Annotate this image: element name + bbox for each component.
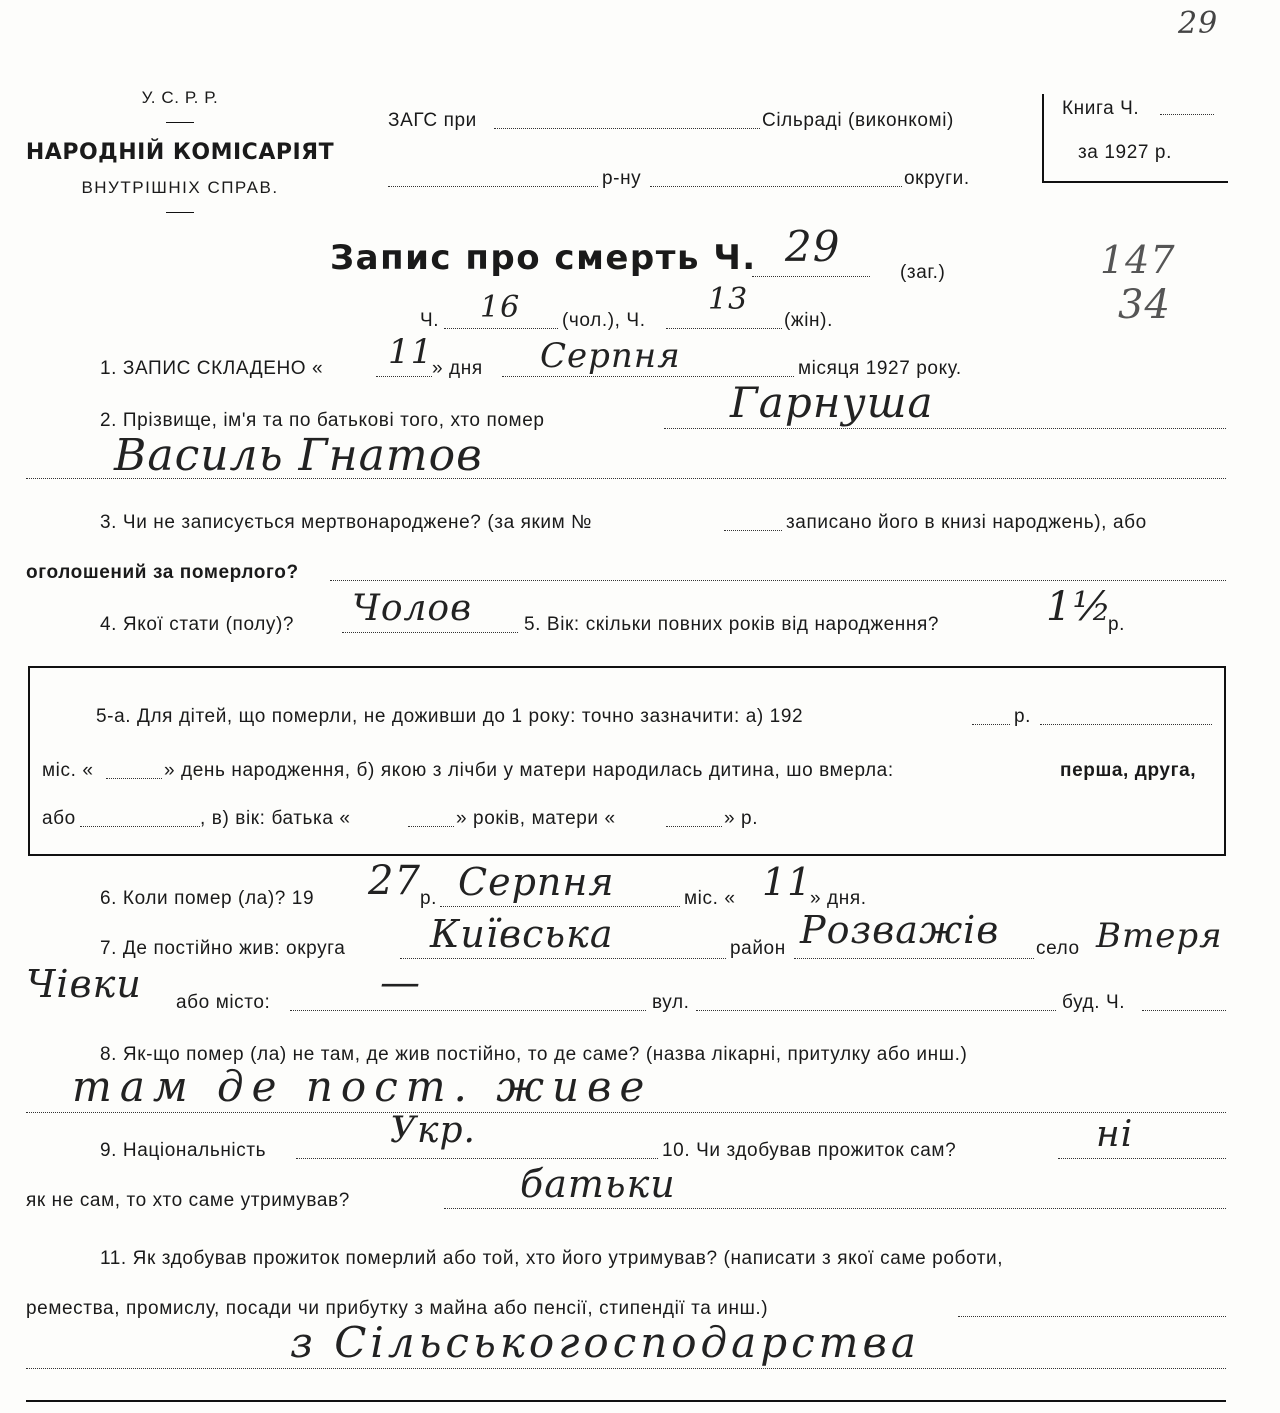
state-name: У. С. Р. Р.	[141, 88, 219, 107]
field-1-month: Серпня	[540, 336, 681, 376]
field-10b-value: батьки	[520, 1162, 676, 1206]
field-7-okrug: Київська	[430, 912, 614, 956]
okrug-line	[650, 186, 902, 187]
book-year: за 1927 р.	[1078, 142, 1172, 163]
field-6-label: 6. Коли помер (ла)? 19	[100, 888, 315, 909]
field-7-bud: буд. Ч.	[1062, 992, 1126, 1013]
field-7-vul-line	[696, 1010, 1056, 1011]
okrug-label: округи.	[904, 168, 970, 189]
field-7-misto-line	[290, 1010, 646, 1011]
field-3-line2: оголошений за померлого?	[26, 562, 299, 583]
field-7-rayon-line	[794, 958, 1034, 959]
zags-prefix: ЗАГС при	[388, 110, 477, 131]
male-number: 16	[480, 290, 521, 325]
field-3-line2-line	[330, 580, 1226, 581]
commissariat-title: НАРОДНІЙ КОМІСАРІЯТ	[25, 140, 335, 165]
female-label: (жін).	[784, 310, 833, 331]
zags-suffix: Сільраді (виконкомі)	[762, 110, 954, 131]
rayon-label: р-ну	[602, 168, 642, 189]
field-7-rayon: Розважів	[800, 908, 1000, 952]
field-5a-line1-tail	[1040, 724, 1212, 725]
field-5a-line3a: або	[42, 808, 76, 829]
margin-note-1: 147	[1100, 238, 1176, 282]
field-1-month-line	[502, 376, 794, 377]
bottom-rule	[26, 1400, 1226, 1402]
divider	[166, 122, 194, 123]
field-10-line	[1058, 1158, 1226, 1159]
field-5a-line2b: » день народження, б) якою з лічби у матери народилась дитина, шо вмерла:	[164, 760, 894, 781]
field-11-line	[26, 1368, 1226, 1369]
field-8-label: 8. Як-що помер (ла) не там, де жив постійно, то де саме? (назва лікарні, притулку або инш.)	[100, 1044, 968, 1065]
field-9-value: Укр.	[390, 1110, 477, 1151]
field-3-number-line	[724, 530, 782, 531]
rayon-line	[388, 186, 598, 187]
field-6-month-line	[440, 906, 680, 907]
zags-line	[494, 128, 760, 129]
field-5a-year-line	[972, 724, 1010, 725]
field-8-line	[26, 1112, 1226, 1113]
divider	[166, 212, 194, 213]
field-5a-line3d: » р.	[724, 808, 759, 829]
field-4-label: 4. Якої стати (полу)?	[100, 614, 295, 635]
document-title: Запис про смерть Ч.	[330, 238, 757, 278]
field-6-mis: міс. «	[684, 888, 736, 909]
record-number: 29	[785, 222, 841, 271]
field-1-label: 1. ЗАПИС СКЛАДЕНО «	[100, 358, 324, 379]
margin-note-2: 34	[1118, 282, 1171, 328]
field-5a-line1-end: р.	[1014, 706, 1032, 727]
male-label: (чол.), Ч.	[562, 310, 646, 331]
field-5a-line2a: міс. «	[42, 760, 94, 781]
field-1-suffix: місяця 1927 року.	[798, 358, 962, 379]
field-2-label: 2. Прізвище, ім'я та по батькові того, хто помер	[100, 410, 545, 431]
female-number-line	[666, 328, 782, 329]
field-7-label: 7. Де постійно жив: округа	[100, 938, 346, 959]
field-1-day-suffix: » дня	[432, 358, 483, 379]
male-prefix: Ч.	[420, 310, 440, 331]
zag-label: (заг.)	[900, 262, 946, 283]
commissariat-subtitle: ВНУТРІШНІХ СПРАВ.	[81, 178, 279, 197]
field-10-label: 10. Чи здобував прожиток сам?	[662, 1140, 957, 1161]
field-11-line1: 11. Як здобував прожиток померлий або той, хто його утримував? (написати з якої саме роботи,	[100, 1248, 1004, 1269]
female-number: 13	[708, 282, 749, 317]
field-11-line2-tail	[958, 1316, 1226, 1317]
field-7-misto: —	[380, 960, 421, 1006]
field-7-selo-b: Чівки	[26, 962, 142, 1006]
field-7-bud-line	[1142, 1010, 1226, 1011]
field-2-names: Василь Гнатов	[114, 430, 483, 481]
field-5a-month-line	[106, 778, 162, 779]
field-6-month: Серпня	[458, 860, 615, 904]
field-7-selo-label: село	[1036, 938, 1080, 959]
book-box-bottom	[1042, 181, 1228, 183]
field-8-value: там де пост. живе	[72, 1062, 653, 1111]
field-6-year: 27	[368, 858, 421, 904]
field-5a-father-line	[408, 826, 454, 827]
field-5-value: 1½	[1046, 584, 1113, 630]
field-2-surname: Гарнуша	[730, 378, 934, 427]
field-5a-line2c: перша, друга,	[1060, 760, 1197, 781]
field-9-label: 9. Національність	[100, 1140, 267, 1161]
field-5a-line3b: , в) вік: батька «	[200, 808, 351, 829]
field-3-line1b: записано його в книзі народжень), або	[786, 512, 1147, 533]
field-1-day-line	[376, 376, 432, 377]
field-7-selo-a: Втеря	[1096, 916, 1223, 956]
field-7-vul: вул.	[652, 992, 690, 1013]
field-5-label: 5. Вік: скільки повних років від народження?	[524, 614, 940, 635]
field-7-okrug-line	[400, 958, 726, 959]
field-5a-mother-line	[666, 826, 722, 827]
field-7-rayon-label: район	[730, 938, 786, 959]
page-number: 29	[1178, 6, 1219, 41]
field-10-value: ні	[1096, 1114, 1134, 1155]
field-10b-line	[444, 1208, 1226, 1209]
record-number-line	[752, 276, 870, 277]
field-6-day: 11	[762, 860, 813, 904]
male-number-line	[444, 328, 558, 329]
field-7-misto-label: або місто:	[176, 992, 271, 1013]
field-2-names-line	[26, 478, 1226, 479]
field-9-line	[296, 1158, 658, 1159]
field-6-day-suffix: » дня.	[810, 888, 867, 909]
field-11-line2: ремества, промислу, посади чи прибутку з майна або пенсії, стипендії та инш.)	[26, 1298, 769, 1319]
book-label: Книга Ч.	[1062, 98, 1140, 119]
field-2-surname-line	[664, 428, 1226, 429]
field-5a-line1: 5-а. Для дітей, що померли, не доживши до 1 року: точно зазначити: а) 192	[96, 706, 804, 727]
field-6-r: р.	[420, 888, 438, 909]
field-4-line	[342, 632, 518, 633]
field-11-value: з Сільськогосподарства	[290, 1318, 920, 1367]
book-box-left	[1042, 94, 1044, 182]
field-3-line1: 3. Чи не записується мертвонароджене? (за яким №	[100, 512, 593, 533]
field-5-suffix: р.	[1108, 614, 1126, 635]
field-5a-line3c: » років, матери «	[456, 808, 616, 829]
field-10b-label: як не сам, то хто саме утримував?	[26, 1190, 350, 1211]
field-1-day: 11	[388, 332, 434, 372]
field-5a-order-line	[80, 826, 200, 827]
book-number-line	[1160, 114, 1214, 115]
field-4-value: Чолов	[352, 588, 473, 629]
